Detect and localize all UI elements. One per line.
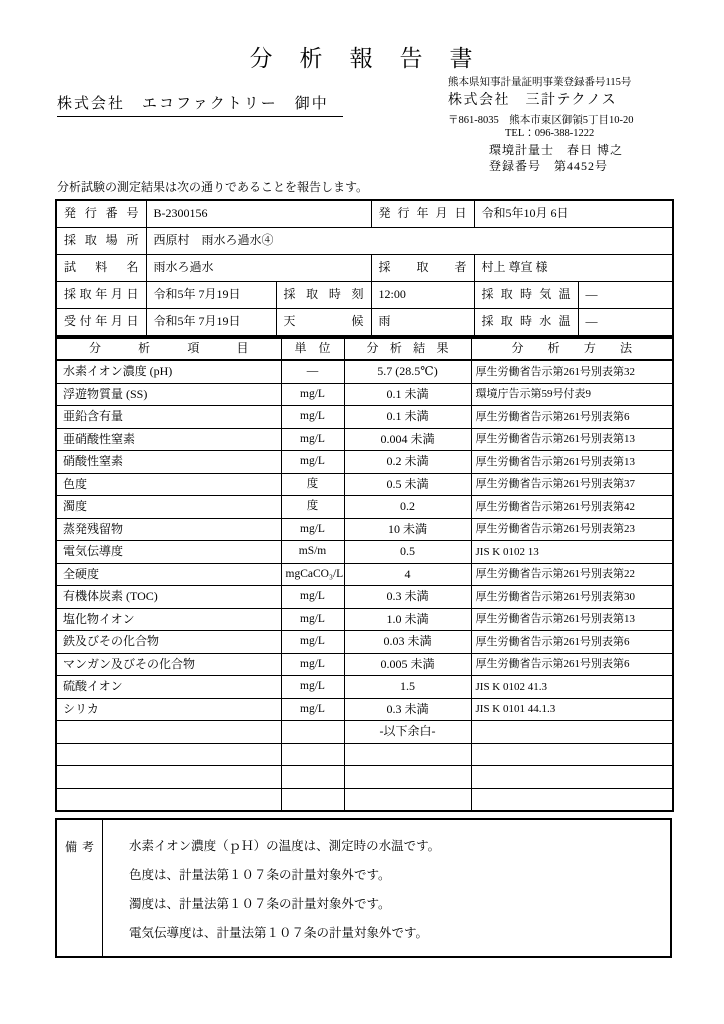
item-cell: 蒸発残留物 (56, 518, 281, 541)
item-cell: 亜硝酸性窒素 (56, 428, 281, 451)
item-cell (56, 743, 281, 766)
item-cell (56, 721, 281, 744)
remark-line: 水素イオン濃度（ｐＨ）の温度は、測定時の水温です。 (129, 839, 441, 853)
remarks-body (103, 820, 670, 956)
method-cell: 厚生労働省告示第261号別表第6 (471, 631, 673, 654)
method-cell: 厚生労働省告示第261号別表第23 (471, 518, 673, 541)
result-cell: 5.7 (28.5℃) (344, 360, 471, 383)
method-cell: 環境庁告示第59号付表9 (471, 383, 673, 406)
item-cell: シリカ (56, 698, 281, 721)
header-item: 分析項目 (56, 338, 281, 360)
water-temp-value: ― (578, 309, 673, 337)
info-row-sample (56, 255, 673, 282)
method-cell: 厚生労働省告示第261号別表第6 (471, 653, 673, 676)
result-cell: -以下余白- (344, 721, 471, 744)
result-row (56, 586, 673, 609)
result-cell: 4 (344, 563, 471, 586)
result-cell: 0.2 (344, 496, 471, 519)
results-table-body (56, 338, 673, 811)
unit-cell: mg/L (281, 586, 344, 609)
remark-line: 濁度は、計量法第１０７条の計量対象外です。 (129, 897, 391, 911)
result-cell: 0.5 未満 (344, 473, 471, 496)
item-cell: 電気伝導度 (56, 541, 281, 564)
result-row (56, 518, 673, 541)
item-cell: 亜鉛含有量 (56, 406, 281, 429)
receipt-date-value: 令和5年 7月19日 (146, 309, 276, 337)
unit-cell: mg/L (281, 406, 344, 429)
unit-cell: mg/L (281, 428, 344, 451)
item-cell: 鉄及びその化合物 (56, 631, 281, 654)
result-row (56, 428, 673, 451)
unit-cell: ― (281, 360, 344, 383)
result-cell: 0.005 未満 (344, 653, 471, 676)
unit-cell: mg/L (281, 653, 344, 676)
result-cell: 0.004 未満 (344, 428, 471, 451)
item-cell: 硝酸性窒素 (56, 451, 281, 474)
page-title: 分 析 報 告 書 (249, 46, 475, 71)
result-row (56, 473, 673, 496)
item-cell: 浮遊物質量 (SS) (56, 383, 281, 406)
result-cell: 10 未満 (344, 518, 471, 541)
issuer-company-name: 株式会社 三計テクノス (448, 92, 618, 108)
method-cell: 厚生労働省告示第261号別表第37 (471, 473, 673, 496)
result-row (56, 608, 673, 631)
weather-label: 天候 (276, 309, 371, 337)
unit-cell: 度 (281, 473, 344, 496)
method-cell (471, 743, 673, 766)
sampler-value: 村上 尊宣 様 (474, 255, 673, 282)
sampler-label: 採取者 (371, 255, 474, 282)
result-row (56, 698, 673, 721)
result-cell: 0.03 未満 (344, 631, 471, 654)
unit-cell: mg/L (281, 631, 344, 654)
method-cell (471, 788, 673, 811)
result-row (56, 676, 673, 699)
info-row-issue (56, 200, 673, 228)
sampling-date-value: 令和5年 7月19日 (146, 282, 276, 309)
sampling-place-value: 西原村 雨水ろ過水④ (146, 228, 673, 255)
sampling-time-label: 採取時刻 (276, 282, 371, 309)
issuer-address: 〒861-8035 熊本市東区御領5丁目10-20 (448, 114, 634, 126)
issuer-tel: TEL：096-388-1222 (505, 128, 595, 140)
result-row (56, 653, 673, 676)
sample-name-label: 試料名 (56, 255, 146, 282)
addressee-name: 株式会社 エコファクトリー 御中 (57, 92, 343, 117)
sampling-time-value: 12:00 (371, 282, 474, 309)
sampling-date-label: 採取年月日 (56, 282, 146, 309)
result-row (56, 383, 673, 406)
method-cell: JIS K 0102 41.3 (471, 676, 673, 699)
results-header-row (56, 338, 673, 360)
result-row (56, 563, 673, 586)
info-row-place (56, 228, 673, 255)
method-cell: JIS K 0101 44.1.3 (471, 698, 673, 721)
result-cell: 0.3 未満 (344, 698, 471, 721)
item-cell: マンガン及びその化合物 (56, 653, 281, 676)
result-cell (344, 788, 471, 811)
result-row (56, 721, 673, 744)
unit-cell: mg/L (281, 451, 344, 474)
item-cell: 水素イオン濃度 (pH) (56, 360, 281, 383)
issuer-registration-line: 熊本県知事計量証明事業登録番号115号 (448, 77, 632, 88)
item-cell: 有機体炭素 (TOC) (56, 586, 281, 609)
method-cell: 厚生労働省告示第261号別表第13 (471, 428, 673, 451)
remarks-label: 備考 (57, 820, 103, 956)
method-cell: JIS K 0102 13 (471, 541, 673, 564)
unit-cell: mg/L (281, 608, 344, 631)
header-result: 分析結果 (344, 338, 471, 360)
method-cell: 厚生労働省告示第261号別表第30 (471, 586, 673, 609)
method-cell: 厚生労働省告示第261号別表第22 (471, 563, 673, 586)
sampling-place-label: 採取場所 (56, 228, 146, 255)
item-cell: 全硬度 (56, 563, 281, 586)
item-cell (56, 788, 281, 811)
unit-cell (281, 766, 344, 789)
result-row (56, 360, 673, 383)
item-cell: 濁度 (56, 496, 281, 519)
method-cell (471, 766, 673, 789)
sample-name-value: 雨水ろ過水 (146, 255, 371, 282)
unit-cell: mgCaCO₃/L (281, 563, 344, 586)
result-cell: 0.1 未満 (344, 383, 471, 406)
method-cell: 厚生労働省告示第261号別表第13 (471, 608, 673, 631)
header-unit: 単位 (281, 338, 344, 360)
unit-cell: mg/L (281, 676, 344, 699)
unit-cell: mg/L (281, 383, 344, 406)
unit-cell (281, 743, 344, 766)
result-cell: 0.3 未満 (344, 586, 471, 609)
unit-cell: mg/L (281, 518, 344, 541)
receipt-date-label: 受付年月日 (56, 309, 146, 337)
result-row (56, 541, 673, 564)
item-cell: 塩化物イオン (56, 608, 281, 631)
item-cell (56, 766, 281, 789)
item-cell: 色度 (56, 473, 281, 496)
result-cell: 0.2 未満 (344, 451, 471, 474)
result-row (56, 766, 673, 789)
info-row-receipt-date (56, 309, 673, 337)
info-row-sampling-date (56, 282, 673, 309)
result-cell (344, 766, 471, 789)
unit-cell: 度 (281, 496, 344, 519)
item-cell: 硫酸イオン (56, 676, 281, 699)
header-method: 分析方法 (471, 338, 673, 360)
weather-value: 雨 (371, 309, 474, 337)
unit-cell: mg/L (281, 698, 344, 721)
result-row (56, 496, 673, 519)
issue-date-label: 発行年月日 (371, 200, 474, 228)
remark-line: 電気伝導度は、計量法第１０７条の計量対象外です。 (129, 926, 429, 940)
analysis-results-table (55, 337, 674, 812)
result-row (56, 451, 673, 474)
issue-no-value: B-2300156 (146, 200, 371, 228)
unit-cell (281, 788, 344, 811)
sample-info-table (55, 199, 674, 337)
result-row (56, 631, 673, 654)
remark-line: 色度は、計量法第１０７条の計量対象外です。 (129, 868, 391, 882)
result-cell: 0.5 (344, 541, 471, 564)
method-cell: 厚生労働省告示第261号別表第13 (471, 451, 673, 474)
issue-date-value: 令和5年10月 6日 (474, 200, 673, 228)
air-temp-label: 採取時気温 (474, 282, 578, 309)
remarks-box (55, 818, 672, 958)
result-cell: 1.0 未満 (344, 608, 471, 631)
method-cell (471, 721, 673, 744)
issue-no-label: 発行番号 (56, 200, 146, 228)
issuer-metrologist-reg: 登録番号 第4452号 (489, 158, 609, 173)
issuer-metrologist: 環境計量士 春日 博之 (489, 143, 624, 158)
water-temp-label: 採取時水温 (474, 309, 578, 337)
method-cell: 厚生労働省告示第261号別表第6 (471, 406, 673, 429)
unit-cell: mS/m (281, 541, 344, 564)
air-temp-value: ― (578, 282, 673, 309)
method-cell: 厚生労働省告示第261号別表第42 (471, 496, 673, 519)
result-cell: 0.1 未満 (344, 406, 471, 429)
result-row (56, 788, 673, 811)
method-cell: 厚生労働省告示第261号別表第32 (471, 360, 673, 383)
result-row (56, 743, 673, 766)
issuer-block (448, 76, 634, 174)
result-row (56, 406, 673, 429)
result-cell (344, 743, 471, 766)
unit-cell (281, 721, 344, 744)
report-statement: 分析試験の測定結果は次の通りであることを報告します。 (57, 180, 369, 194)
result-cell: 1.5 (344, 676, 471, 699)
